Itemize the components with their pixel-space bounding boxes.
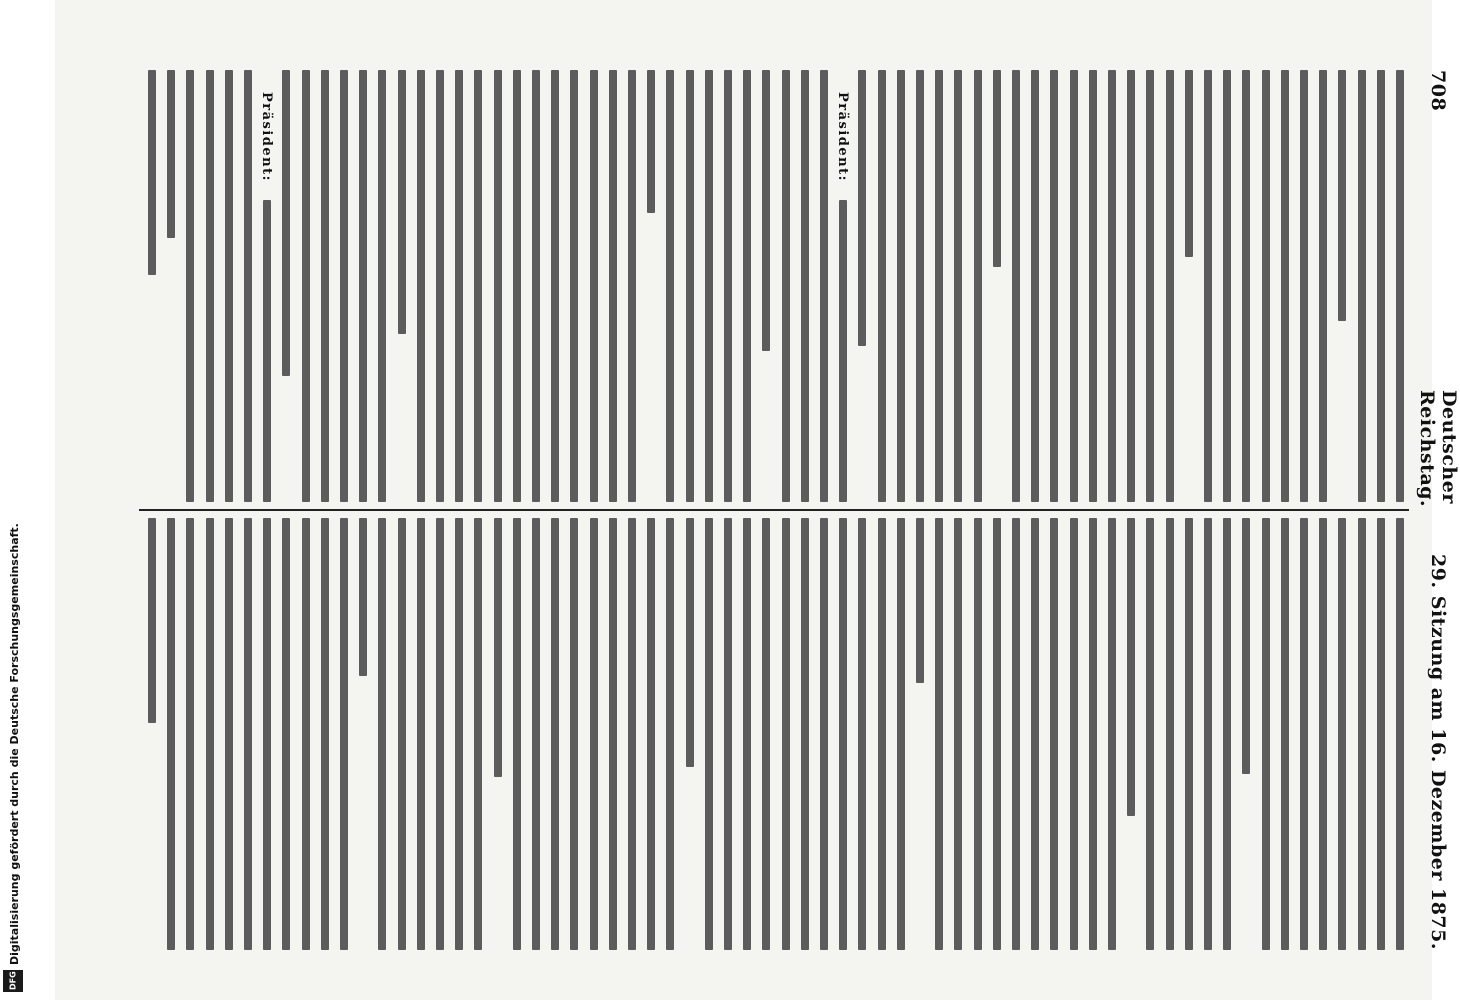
text-line [1242,518,1250,774]
text-line [935,70,943,502]
text-line [839,518,847,950]
text-line [321,70,329,502]
text-line [494,518,502,777]
text-line [839,200,847,502]
text-line [1338,70,1346,321]
text-line [340,70,348,502]
text-line [570,518,578,950]
text-line [474,518,482,950]
text-line [1070,70,1078,502]
text-line [666,518,674,950]
text-line [359,518,367,676]
text-line [551,518,559,950]
text-line [225,70,233,502]
text-line [167,70,175,238]
text-line [1185,70,1193,257]
text-line [1223,70,1231,502]
text-line [1223,518,1231,950]
text-line [954,70,962,502]
text-line [1166,518,1174,950]
text-line [302,518,310,950]
text-line [570,70,578,502]
text-line [1204,70,1212,502]
publication-title: Deutscher Reichstag. [1416,390,1460,508]
text-line [724,518,732,950]
text-line [455,518,463,950]
text-line [647,70,655,213]
text-line [206,518,214,950]
text-line [743,70,751,502]
text-line [1050,518,1058,950]
text-line [436,70,444,502]
text-line [705,518,713,950]
text-line [762,518,770,950]
column-divider [139,509,1409,511]
text-line [225,518,233,950]
text-line [609,518,617,950]
text-line [1108,70,1116,502]
text-line [1166,70,1174,502]
text-line [801,70,809,502]
text-line [1127,518,1135,816]
text-line [686,70,694,502]
text-line [513,518,521,950]
text-line [1185,518,1193,950]
text-line [494,70,502,502]
text-line [474,70,482,502]
text-line [1204,518,1212,950]
text-line [743,518,751,950]
text-line [417,70,425,502]
text-line [1281,70,1289,502]
text-line [1396,518,1404,950]
text-line [244,70,252,502]
text-line [858,70,866,346]
text-line [1377,518,1385,950]
text-line [321,518,329,950]
text-line [1108,518,1116,950]
text-line [916,70,924,502]
text-line [532,70,540,502]
text-line [647,518,655,950]
text-line [1358,518,1366,950]
text-line [954,518,962,950]
text-line [782,518,790,950]
text-line [1146,518,1154,950]
text-line [1242,70,1250,502]
text-line [1377,70,1385,502]
text-line [186,70,194,502]
text-line [590,70,598,502]
text-line [244,518,252,950]
text-line [263,200,271,502]
text-line [993,70,1001,267]
text-line [724,70,732,502]
text-line [398,70,406,334]
text-line [359,70,367,502]
text-line [1319,70,1327,502]
text-line [1281,518,1289,950]
text-line [1146,70,1154,502]
text-line [974,70,982,502]
text-line [1031,70,1039,502]
text-line [782,70,790,502]
text-line [1089,518,1097,950]
text-line [378,70,386,502]
text-line [263,518,271,950]
text-line [1262,70,1270,502]
text-line [686,518,694,767]
text-line [378,518,386,950]
text-line [398,518,406,950]
speaker-name: Präsident: [835,92,850,186]
document-page [55,0,1460,1000]
text-line [455,70,463,502]
text-line [282,518,290,950]
text-line [551,70,559,502]
text-line [436,518,444,950]
text-line [666,70,674,502]
page-header [1416,70,1460,950]
text-line [302,70,310,502]
text-line [897,518,905,950]
text-line [609,70,617,502]
text-line [282,70,290,376]
page-number: 708 [1427,70,1449,112]
text-line [206,70,214,502]
text-line [820,70,828,502]
text-line [1050,70,1058,502]
text-line [897,70,905,502]
text-line [974,518,982,950]
text-line [705,70,713,502]
text-line [417,518,425,950]
text-line [1319,518,1327,950]
text-line [935,518,943,950]
text-line [1089,70,1097,502]
text-line [1338,518,1346,950]
text-line [820,518,828,950]
dfg-logo: DFG [3,970,23,992]
text-line [628,70,636,502]
text-line [1396,70,1404,502]
session-date: 29. Sitzung am 16. Dezember 1875. [1427,554,1449,950]
text-line [878,70,886,502]
text-line [878,518,886,950]
text-line [762,70,770,351]
text-line [148,518,156,723]
text-line [167,518,175,950]
text-line [1031,518,1039,950]
text-line [858,518,866,950]
text-line [993,518,1001,950]
text-line [148,70,156,275]
text-line [1012,70,1020,502]
attribution-strip [0,0,30,1000]
text-line [1262,518,1270,950]
text-column-left [139,70,1409,502]
rotated-content [125,70,1460,950]
text-line [532,518,540,950]
text-line [340,518,348,950]
text-column-right [139,518,1409,950]
text-line [628,518,636,950]
text-line [916,518,924,683]
text-line [1358,70,1366,502]
dfg-attribution: Digitalisierung gefördert durch die Deutsche Forschungsgemeinschaft. [8,523,21,965]
text-line [1127,70,1135,502]
text-line [801,518,809,950]
text-line [1012,518,1020,950]
text-line [1300,70,1308,502]
text-line [1300,518,1308,950]
text-line [513,70,521,502]
text-line [186,518,194,950]
text-line [1070,518,1078,950]
text-line [590,518,598,950]
speaker-name: Präsident: [259,92,274,186]
